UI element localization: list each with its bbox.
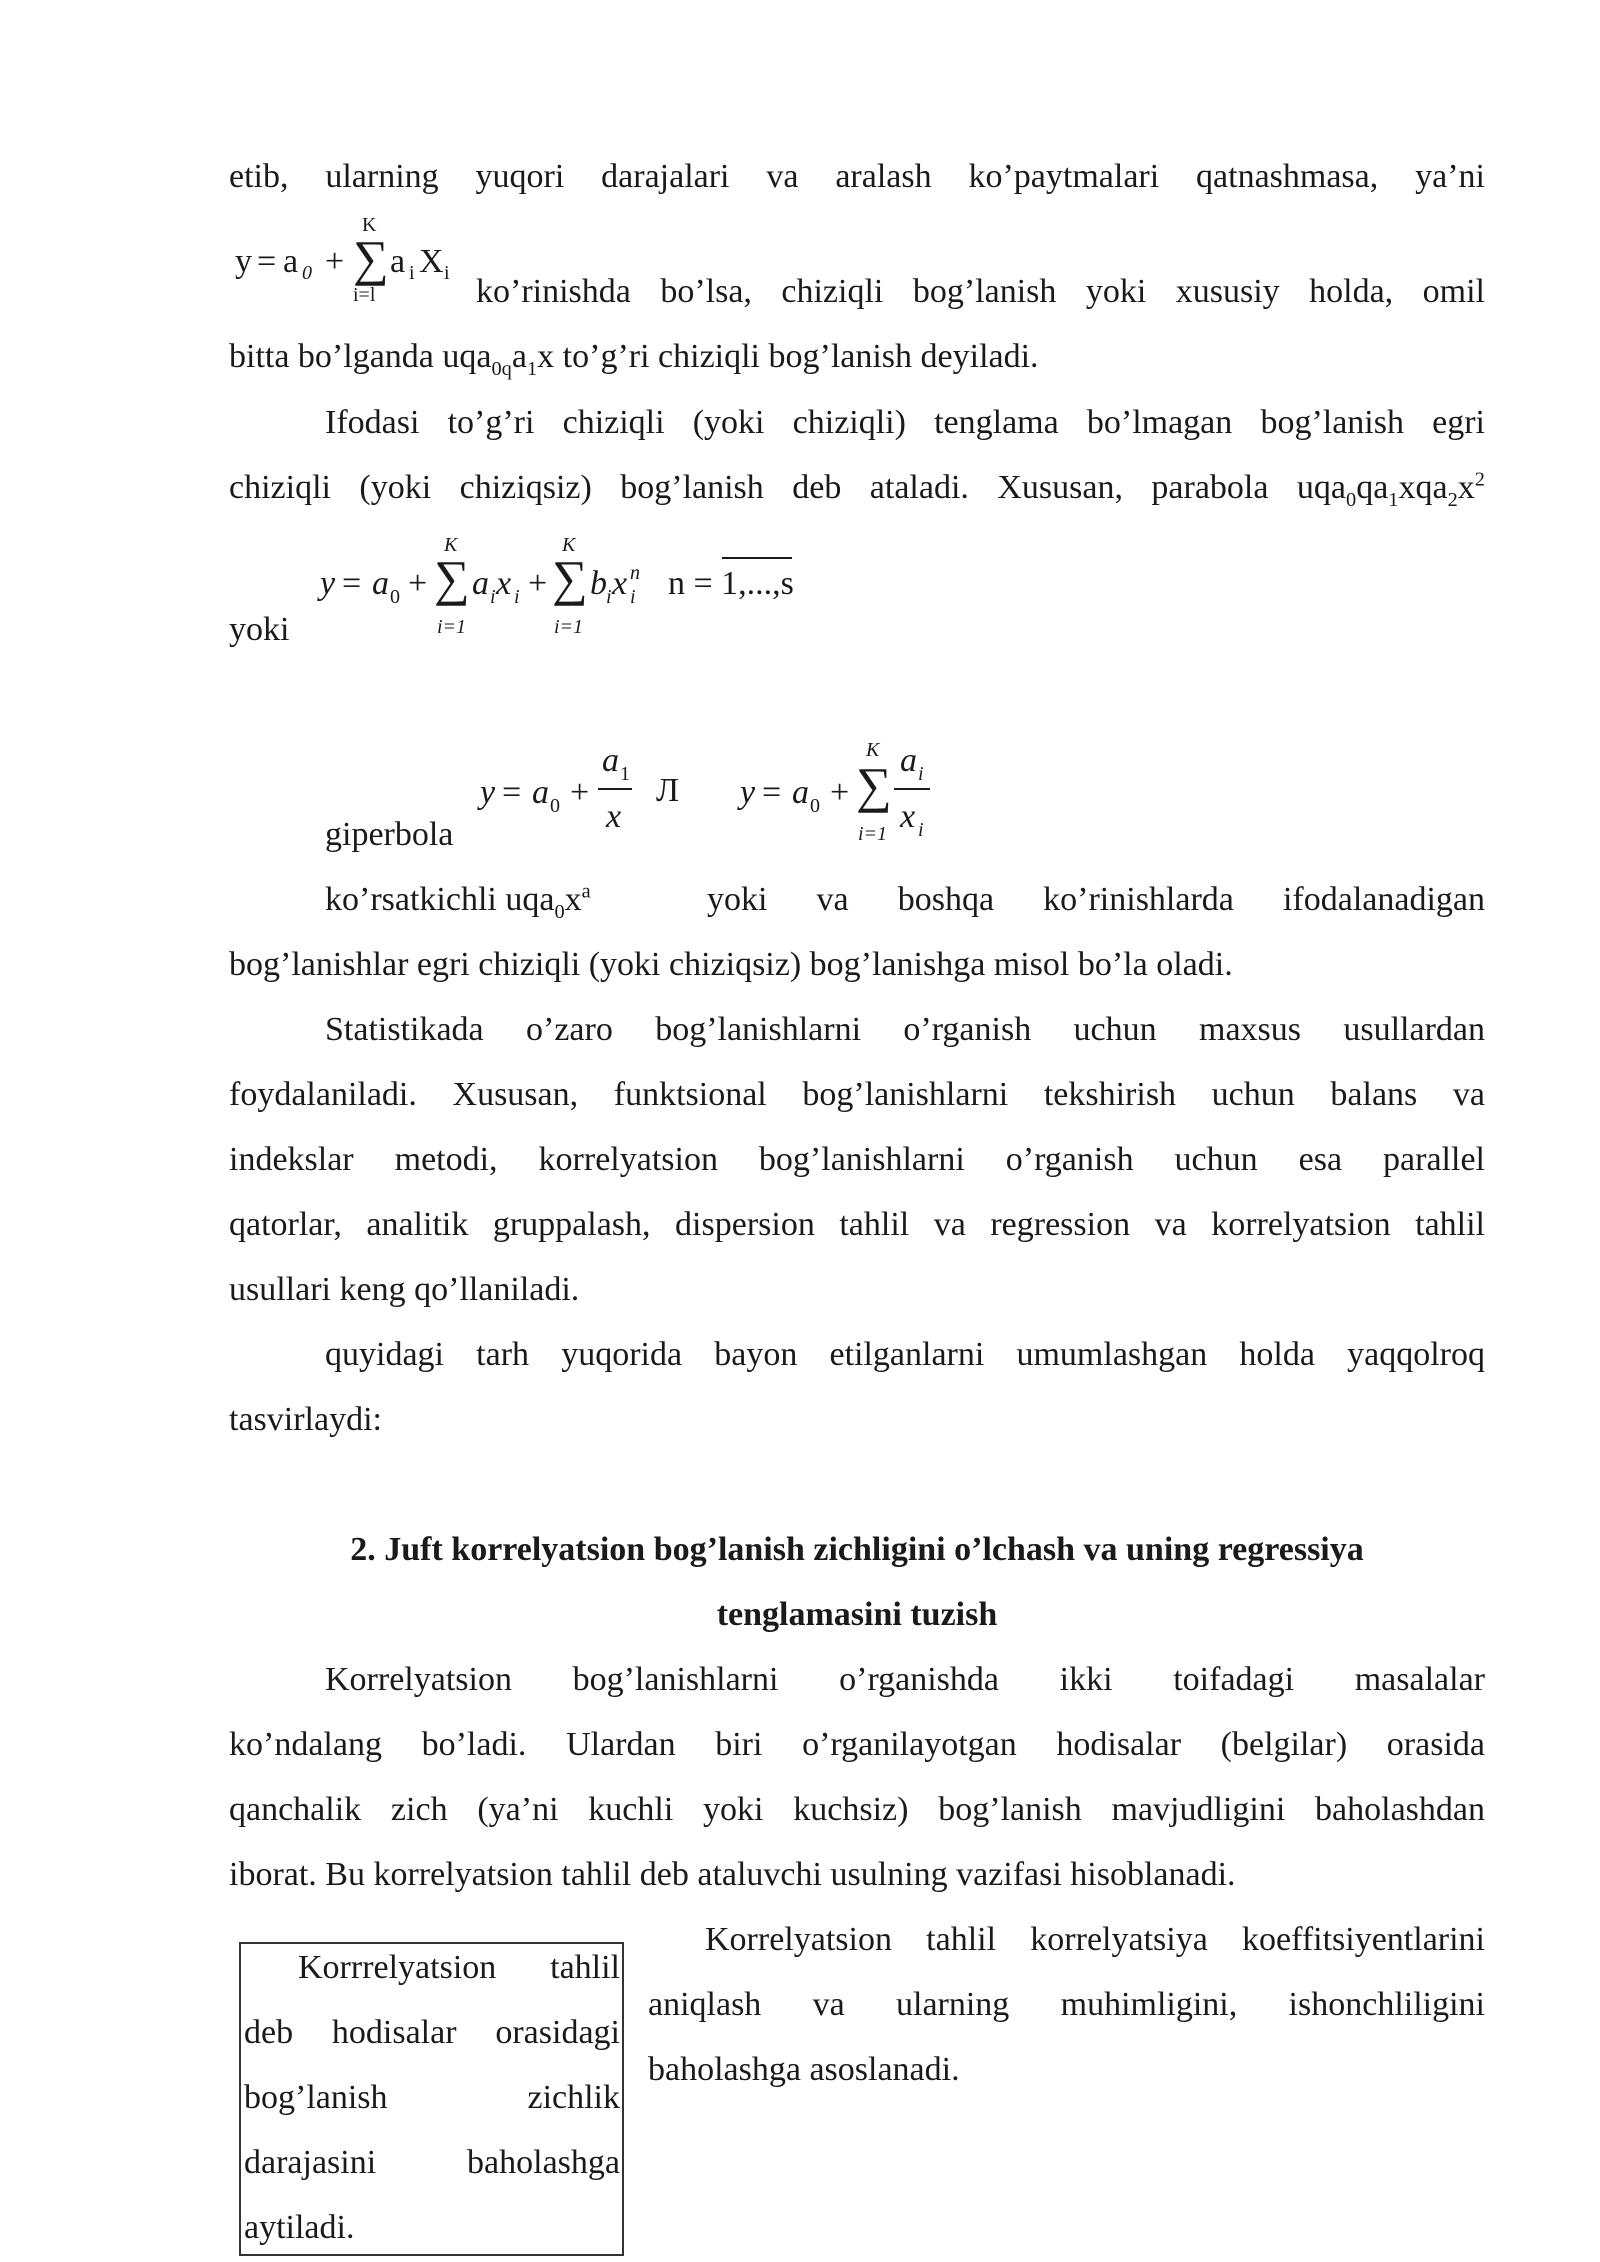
section-heading: 2. Juft korrelyatsion bog’lanish zichligini o’lchash va uning regressiya bbox=[350, 1531, 1364, 1568]
formula-linear: y = a 0 + K ∑ i=l a i X i bbox=[235, 214, 450, 306]
box-line: Korrrelyatsion tahlil bbox=[298, 1949, 620, 1986]
text-line: ko’rsatkichli $uqa_0x^a$ bbox=[325, 880, 591, 923]
formula-hyperbola: y = a 0 + a 1 x Л bbox=[480, 742, 680, 835]
definition-box bbox=[239, 1942, 624, 2256]
box-line: darajasini baholashga bbox=[244, 2144, 620, 2181]
text-line: giperbola bbox=[325, 816, 454, 853]
formula-parabola: y = a 0 + K ∑ i=1 a i x i + K ∑ i=1 b i x n i n = 1,...,s bbox=[320, 534, 794, 638]
text-line: tasvirlaydi: bbox=[229, 1401, 382, 1438]
text-line: Ifodasi to’g’ri chiziqli (yoki chiziqli) tenglama bo’lmagan bog’lanish egri bbox=[325, 404, 1485, 441]
box-line: aytiladi. bbox=[244, 2209, 355, 2246]
text-line: bitta bo’lganda $uqa_{0q}a_1x$ to’g’ri chiziqli bog’lanish deyiladi. bbox=[229, 338, 1039, 380]
text-line: aniqlash va ularning muhimligini, ishonchliligini bbox=[648, 1986, 1485, 2023]
box-line: deb hodisalar orasidagi bbox=[244, 2014, 620, 2051]
text-line: iborat. Bu korrelyatsion tahlil deb ataluvchi usulning vazifasi hisoblanadi. bbox=[229, 1856, 1236, 1893]
text-line: bog’lanishlar egri chiziqli (yoki chiziqsiz) bog’lanishga misol bo’la oladi. bbox=[229, 946, 1233, 983]
text-line: Korrelyatsion tahlil korrelyatsiya koeffitsiyentlarini bbox=[705, 1921, 1485, 1958]
text-line: Statistikada o’zaro bog’lanishlarni o’rganish uchun maxsus usullardan bbox=[325, 1011, 1485, 1048]
text-line: usullari keng qo’llaniladi. bbox=[229, 1271, 580, 1308]
text-line: ko’rinishda bo’lsa, chiziqli bog’lanish yoki xususiy holda, omil bbox=[476, 273, 1485, 310]
text-line: yoki bbox=[229, 611, 290, 648]
section-heading: tenglamasini tuzish bbox=[716, 1596, 998, 1633]
text-line: foydalaniladi. Xususan, funktsional bog’lanishlarni tekshirish uchun balans va bbox=[229, 1076, 1485, 1113]
overline bbox=[722, 557, 792, 559]
formula-hyperbola-sum: y = a 0 + K ∑ i=1 a i x i bbox=[740, 740, 960, 850]
text-line: chiziqli (yoki chiziqsiz) bog’lanish deb ataladi. Xususan, parabola $uqa_0qa_1xqa_2x^2$ bbox=[229, 468, 1485, 511]
text-line: yoki va boshqa ko’rinishlarda ifodalanadigan bbox=[707, 881, 1485, 918]
text-line: Korrelyatsion bog’lanishlarni o’rganishda ikki toifadagi masalalar bbox=[325, 1661, 1485, 1698]
text-line: indekslar metodi, korrelyatsion bog’lanishlarni o’rganish uchun esa parallel bbox=[229, 1141, 1485, 1178]
text-line: qanchalik zich (ya’ni kuchli yoki kuchsiz) bog’lanish mavjudligini baholashdan bbox=[229, 1791, 1485, 1828]
text-line: qatorlar, analitik gruppalash, dispersion tahlil va regression va korrelyatsion tahlil bbox=[229, 1206, 1485, 1243]
text-line: quyidagi tarh yuqorida bayon etilganlarni umumlashgan holda yaqqolroq bbox=[325, 1336, 1485, 1373]
text-line: etib, ularning yuqori darajalari va aralash ko’paytmalari qatnashmasa, ya’ni bbox=[229, 158, 1485, 195]
text-line: baholashga asoslanadi. bbox=[648, 2051, 960, 2088]
box-line: bog’lanish zichlik bbox=[244, 2079, 620, 2116]
text-line: ko’ndalang bo’ladi. Ulardan biri o’rganilayotgan hodisalar (belgilar) orasida bbox=[229, 1726, 1485, 1763]
